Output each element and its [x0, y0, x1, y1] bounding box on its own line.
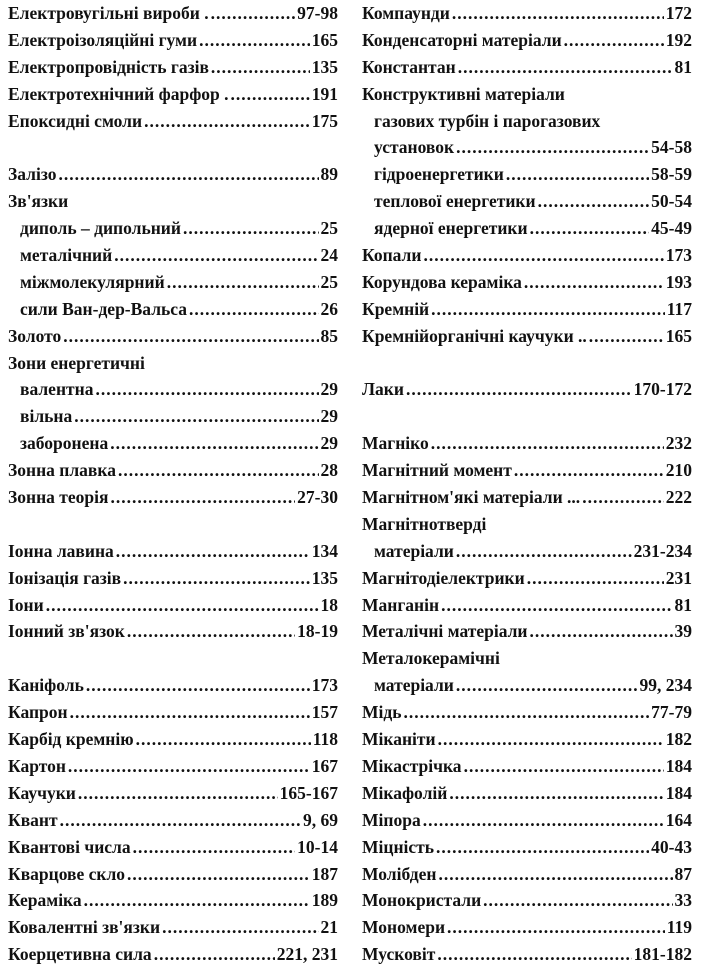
- index-term: Кремнійорганічні каучуки ..: [362, 325, 587, 346]
- index-entry: [362, 618, 692, 645]
- index-term: Компаунди: [362, 3, 450, 23]
- index-term: установок: [374, 137, 455, 158]
- dot-leader: [78, 780, 278, 807]
- page-number: 165: [311, 29, 338, 50]
- index-entry: [8, 215, 338, 242]
- index-entry: [362, 538, 692, 565]
- index-term: Золото: [8, 325, 62, 346]
- dot-leader: [527, 565, 664, 592]
- section-spacer: [362, 403, 692, 430]
- index-term: Кремній: [362, 298, 430, 319]
- dot-leader: [582, 484, 664, 511]
- index-entry: [362, 645, 692, 672]
- index-term: Залізо: [8, 164, 57, 185]
- page-number: 231: [665, 567, 692, 588]
- dot-leader: [530, 215, 650, 242]
- index-entry: [8, 350, 338, 377]
- page-number: 18-19: [297, 621, 338, 642]
- index-entry: [362, 753, 692, 780]
- dot-leader: [456, 134, 649, 161]
- index-term: Металокерамічні: [362, 648, 500, 669]
- index-term: Електроізоляційні гуми: [8, 29, 198, 50]
- index-term: Мікафолій: [362, 782, 448, 803]
- index-entry: [362, 672, 692, 699]
- page-number: 193: [665, 271, 692, 292]
- index-entry: [8, 457, 338, 484]
- dot-leader: [423, 807, 664, 834]
- dot-leader: [458, 54, 673, 81]
- page-number: 118: [312, 729, 338, 750]
- page-number: 119: [666, 917, 692, 938]
- index-entry: [8, 108, 338, 135]
- index-term: Молібден: [362, 863, 437, 884]
- dot-leader: [456, 672, 638, 699]
- index-entry: [362, 511, 692, 538]
- page-number: 24: [320, 245, 338, 266]
- dot-leader: [116, 538, 310, 565]
- index-entry: [8, 807, 338, 834]
- index-entry: [8, 430, 338, 457]
- dot-leader: [162, 914, 318, 941]
- section-spacer: [8, 511, 338, 538]
- page-number: 134: [311, 540, 338, 561]
- index-entry: [8, 376, 338, 403]
- index-entry: [8, 0, 338, 27]
- index-term: Іонізація газів: [8, 567, 122, 588]
- index-term: Картон: [8, 755, 66, 776]
- index-column-right: [362, 0, 692, 968]
- index-entry: [8, 753, 338, 780]
- index-entry: [362, 81, 692, 108]
- index-term: Магнітном'які матеріали ...: [362, 487, 581, 508]
- dot-leader: [84, 887, 310, 914]
- index-term: заборонена: [20, 433, 109, 454]
- dot-leader: [506, 161, 649, 188]
- section-spacer: [8, 134, 338, 161]
- page-number: 27-30: [297, 487, 338, 508]
- dot-leader: [127, 618, 295, 645]
- index-entry: [8, 54, 338, 81]
- dot-leader: [514, 457, 664, 484]
- index-entry: [362, 807, 692, 834]
- index-entry: [8, 323, 338, 350]
- index-entry: [362, 430, 692, 457]
- page-number: 165-167: [279, 782, 338, 803]
- index-entry: [8, 861, 338, 888]
- index-entry: [8, 27, 338, 54]
- index-term: Каніфоль: [8, 675, 84, 696]
- index-entry: [362, 134, 692, 161]
- dot-leader: [110, 484, 295, 511]
- index-entry: [362, 457, 692, 484]
- dot-leader: [483, 887, 672, 914]
- dot-leader: [438, 726, 664, 753]
- dot-leader: [530, 618, 673, 645]
- page-number: 173: [665, 245, 692, 266]
- dot-leader: [63, 323, 318, 350]
- page-number: 210: [665, 460, 692, 481]
- index-term: Мономери: [362, 917, 446, 938]
- page-number: 187: [311, 863, 338, 884]
- dot-leader: [211, 0, 296, 27]
- section-spacer: [362, 350, 692, 377]
- page-number: 167: [311, 755, 338, 776]
- index-entry: [8, 780, 338, 807]
- page-number: 87: [674, 863, 692, 884]
- page-number: 9, 69: [303, 809, 338, 830]
- index-term: міжмолекулярний: [20, 271, 165, 292]
- page-number: 29: [320, 406, 338, 427]
- index-term: Магніко: [362, 433, 429, 454]
- index-term: Зонна плавка: [8, 460, 116, 481]
- page-number: 97-98: [297, 3, 338, 23]
- index-term: Монокристали: [362, 890, 482, 911]
- index-term: газових турбін і парогазових: [374, 110, 601, 131]
- page-number: 58-59: [651, 164, 692, 185]
- dot-leader: [167, 269, 319, 296]
- index-entry: [8, 242, 338, 269]
- page-number: 191: [311, 83, 338, 104]
- page-number: 50-54: [651, 191, 692, 212]
- index-term: Міцність: [362, 836, 435, 857]
- page-number: 182: [665, 729, 692, 750]
- index-term: матеріали: [374, 675, 454, 696]
- index-entry: [8, 592, 338, 619]
- dot-leader: [136, 726, 311, 753]
- index-entry: [8, 914, 338, 941]
- page-number: 173: [311, 675, 338, 696]
- index-term: Електротехнічний фарфор .: [8, 83, 229, 104]
- index-term: Манганін: [362, 594, 440, 615]
- dot-leader: [46, 592, 319, 619]
- index-term: Магнітнотверді: [362, 513, 487, 534]
- page-number: 231-234: [633, 540, 692, 561]
- page-number: 25: [320, 218, 338, 239]
- index-term: валентна: [20, 379, 94, 400]
- page-number: 18: [320, 594, 338, 615]
- index-entry: [362, 188, 692, 215]
- index-entry: [362, 242, 692, 269]
- index-term: Конденсаторні матеріали: [362, 29, 562, 50]
- dot-leader: [70, 699, 310, 726]
- index-term: Квантові числа: [8, 836, 131, 857]
- dot-leader: [183, 215, 319, 242]
- index-entry: [8, 269, 338, 296]
- page-number: 54-58: [651, 137, 692, 158]
- dot-leader: [68, 753, 310, 780]
- index-entry: [362, 296, 692, 323]
- dot-leader: [189, 296, 318, 323]
- dot-leader: [406, 376, 632, 403]
- index-term: Іонна лавина: [8, 540, 114, 561]
- index-entry: [8, 296, 338, 323]
- index-term: Міпора: [362, 809, 421, 830]
- index-entry: [362, 484, 692, 511]
- page-number: 33: [674, 890, 692, 911]
- index-term: Мусковіт: [362, 944, 436, 965]
- index-entry: [362, 565, 692, 592]
- index-term: Електровугільні вироби .: [8, 3, 209, 23]
- page-number: 170-172: [633, 379, 692, 400]
- page-number: 184: [665, 755, 692, 776]
- dot-leader: [436, 834, 649, 861]
- index-entry: [8, 484, 338, 511]
- dot-leader: [524, 269, 664, 296]
- index-entry: [362, 592, 692, 619]
- page-number: 222: [665, 487, 692, 508]
- index-entry: [362, 861, 692, 888]
- page-number: 192: [665, 29, 692, 50]
- index-entry: [8, 699, 338, 726]
- index-term: Каучуки: [8, 782, 76, 803]
- page-number: 172: [665, 3, 692, 23]
- index-column-left: [8, 0, 338, 968]
- dot-leader: [133, 834, 296, 861]
- index-term: Магнітодіелектрики: [362, 567, 525, 588]
- index-term: Електропровідність газів: [8, 56, 209, 77]
- page-number: 28: [320, 460, 338, 481]
- index-term: Мідь: [362, 702, 402, 723]
- dot-leader: [564, 27, 664, 54]
- dot-leader: [114, 242, 318, 269]
- index-entry: [8, 188, 338, 215]
- page-number: 164: [665, 809, 692, 830]
- page-number: 89: [320, 164, 338, 185]
- index-entry: [362, 27, 692, 54]
- page-number: 40-43: [651, 836, 692, 857]
- index-entry: [362, 215, 692, 242]
- section-spacer: [8, 645, 338, 672]
- index-entry: [362, 323, 692, 350]
- index-term: вільна: [20, 406, 73, 427]
- index-term: металічний: [20, 245, 113, 266]
- dot-leader: [452, 0, 664, 27]
- page-number: 81: [674, 56, 692, 77]
- dot-leader: [74, 403, 318, 430]
- page-number: 10-14: [297, 836, 338, 857]
- dot-leader: [199, 27, 310, 54]
- index-term: Кварцове скло: [8, 863, 126, 884]
- index-term: Міканіти: [362, 729, 436, 750]
- index-entry: [362, 161, 692, 188]
- dot-leader: [127, 861, 310, 888]
- page-number: 221, 231: [276, 944, 338, 965]
- index-entry: [8, 565, 338, 592]
- dot-leader: [59, 161, 319, 188]
- index-term: диполь – дипольний: [20, 218, 181, 239]
- index-entry: [362, 376, 692, 403]
- page-number: 81: [674, 594, 692, 615]
- index-entry: [362, 914, 692, 941]
- index-term: Іонний зв'язок: [8, 621, 125, 642]
- index-entry: [362, 269, 692, 296]
- index-term: гідроенергетики: [374, 164, 504, 185]
- dot-leader: [439, 861, 673, 888]
- index-entry: [8, 672, 338, 699]
- index-term: Металічні матеріали: [362, 621, 528, 642]
- index-entry: [362, 726, 692, 753]
- index-term: Квант: [8, 809, 58, 830]
- page-number: 39: [674, 621, 692, 642]
- page-number: 26: [320, 298, 338, 319]
- dot-leader: [86, 672, 310, 699]
- page-number: 157: [311, 702, 338, 723]
- page-number: 181-182: [633, 944, 692, 965]
- page-number: 29: [320, 433, 338, 454]
- dot-leader: [589, 323, 664, 350]
- index-term: Іони: [8, 594, 44, 615]
- index-entry: [8, 887, 338, 914]
- dot-leader: [95, 376, 318, 403]
- index-term: Зв'язки: [8, 191, 69, 212]
- index-term: сили Ван-дер-Вальса: [20, 298, 188, 319]
- index-entry: [8, 834, 338, 861]
- index-entry: [8, 403, 338, 430]
- index-term: Кераміка: [8, 890, 82, 911]
- page-number: 25: [320, 271, 338, 292]
- index-entry: [362, 108, 692, 135]
- index-term: Зонна теорія: [8, 487, 109, 508]
- dot-leader: [431, 296, 665, 323]
- index-term: ядерної енергетики: [374, 218, 528, 239]
- page-number: 135: [311, 56, 338, 77]
- dot-leader: [231, 81, 310, 108]
- dot-leader: [441, 592, 672, 619]
- index-entry: [8, 161, 338, 188]
- index-term: Епоксидні смоли: [8, 110, 143, 131]
- dot-leader: [60, 807, 301, 834]
- page-number: 184: [665, 782, 692, 803]
- index-entry: [362, 699, 692, 726]
- index-entry: [8, 538, 338, 565]
- page-number: 21: [320, 917, 338, 938]
- page-number: 165: [665, 325, 692, 346]
- index-entry: [8, 618, 338, 645]
- page-number: 77-79: [651, 702, 692, 723]
- dot-leader: [447, 914, 665, 941]
- index-term: Карбід кремнію: [8, 729, 134, 750]
- page-number: 117: [666, 298, 692, 319]
- index-term: теплової енергетики: [374, 191, 536, 212]
- page-number: 175: [311, 110, 338, 131]
- dot-leader: [456, 538, 632, 565]
- index-term: Ковалентні зв'язки: [8, 917, 161, 938]
- index-term: Лаки: [362, 379, 404, 400]
- dot-leader: [423, 242, 663, 269]
- index-term: матеріали: [374, 540, 454, 561]
- dot-leader: [538, 188, 650, 215]
- index-entry: [362, 834, 692, 861]
- page-number: 189: [311, 890, 338, 911]
- page-number: 85: [320, 325, 338, 346]
- dot-leader: [118, 457, 319, 484]
- page-number: 135: [311, 567, 338, 588]
- index-entry: [362, 887, 692, 914]
- index-term: Зони енергетичні: [8, 352, 145, 373]
- index-term: Конструктивні матеріали: [362, 83, 565, 104]
- dot-leader: [431, 430, 664, 457]
- page-number: 232: [665, 433, 692, 454]
- dot-leader: [404, 699, 650, 726]
- index-term: Корундова кераміка: [362, 271, 522, 292]
- dot-leader: [464, 753, 664, 780]
- page-number: 45-49: [651, 218, 692, 239]
- index-term: Магнітний момент: [362, 460, 512, 481]
- page-number: 99, 234: [639, 675, 692, 696]
- dot-leader: [144, 108, 310, 135]
- index-term: Копали: [362, 245, 422, 266]
- index-entry: [362, 0, 692, 27]
- page-number: 29: [320, 379, 338, 400]
- index-term: Константан: [362, 56, 456, 77]
- index-term: Мікастрічка: [362, 755, 462, 776]
- dot-leader: [123, 565, 310, 592]
- index-term: Капрон: [8, 702, 68, 723]
- dot-leader: [110, 430, 318, 457]
- index-entry: [8, 81, 338, 108]
- index-entry: [362, 780, 692, 807]
- dot-leader: [211, 54, 310, 81]
- index-entry: [8, 726, 338, 753]
- index-term: Коерцетивна сила: [8, 944, 152, 965]
- dot-leader: [449, 780, 663, 807]
- index-entry: [362, 54, 692, 81]
